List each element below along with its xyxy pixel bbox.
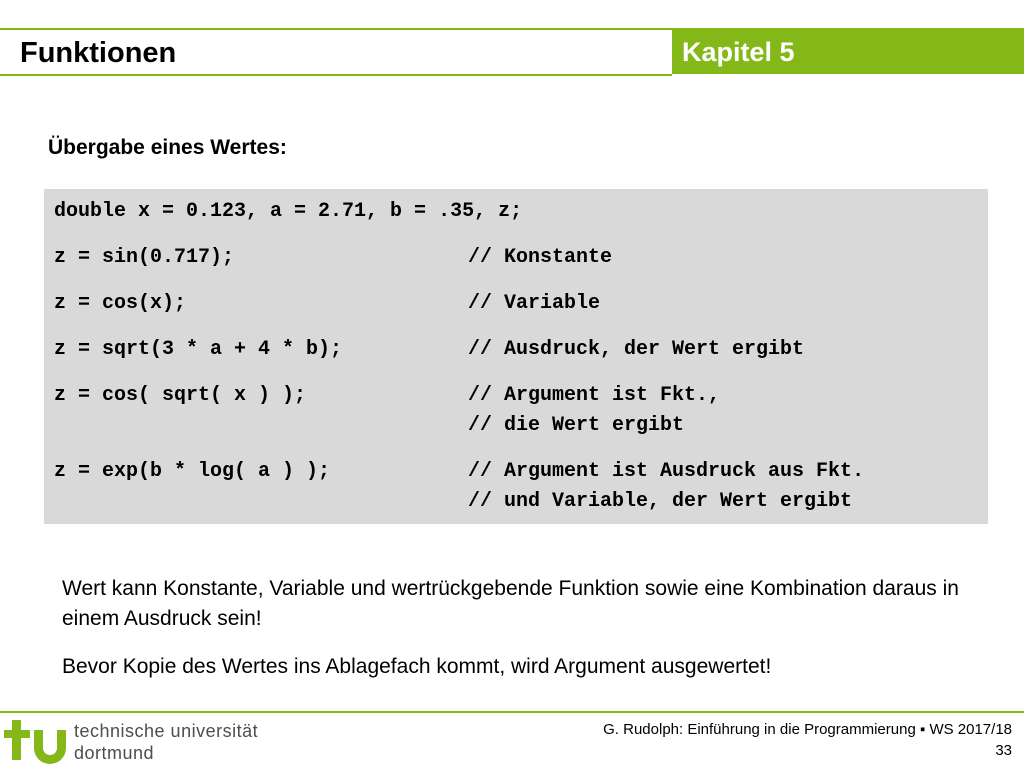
code-statement: z = sin(0.717);: [54, 246, 235, 269]
code-statement: z = sqrt(3 * a + 4 * b);: [54, 338, 343, 361]
page-number: 33: [995, 742, 1012, 759]
code-comment: // Ausdruck, der Wert ergibt: [468, 338, 805, 361]
code-statement: z = cos(x);: [54, 292, 187, 315]
code-statement: z = exp(b * log( a ) );: [54, 460, 331, 483]
section-heading: Übergabe eines Wertes:: [48, 136, 287, 159]
code-row: [54, 243, 613, 289]
code-row: [54, 457, 865, 533]
code-row: [54, 381, 721, 457]
body-text: [62, 574, 962, 682]
footer-credit: G. Rudolph: Einführung in die Programmierung ▪ WS 2017/18: [603, 721, 1012, 738]
code-row: [54, 335, 805, 381]
code-comment: // und Variable, der Wert ergibt: [468, 490, 853, 513]
code-row: [54, 197, 522, 243]
code-declaration: double x = 0.123, a = 2.71, b = .35, z;: [54, 200, 523, 223]
code-comment: // Argument ist Fkt.,: [468, 384, 721, 407]
code-comment: // Konstante: [468, 246, 613, 269]
code-comment: // die Wert ergibt: [468, 414, 685, 437]
university-wordmark: [74, 720, 258, 764]
header-underline: [0, 74, 672, 76]
chapter-badge: Kapitel 5: [672, 30, 1024, 74]
body-paragraph: Wert kann Konstante, Variable und wertrückgebende Funktion sowie eine Kombination daraus in einem Ausdruck sein!: [62, 577, 959, 630]
code-statement: z = cos( sqrt( x ) );: [54, 384, 307, 407]
code-comment: // Variable: [468, 292, 601, 315]
footer-line: [0, 711, 1024, 713]
code-comment: // Argument ist Ausdruck aus Fkt.: [468, 460, 865, 483]
code-row: [54, 289, 601, 335]
code-listing: [54, 197, 865, 533]
slide-title: Funktionen: [20, 37, 177, 69]
tu-logo-icon: [4, 716, 66, 764]
wordmark-line: dortmund: [74, 743, 155, 763]
body-paragraph: Bevor Kopie des Wertes ins Ablagefach kommt, wird Argument ausgewertet!: [62, 655, 772, 678]
code-block: [44, 189, 988, 524]
wordmark-line: technische universität: [74, 721, 259, 741]
